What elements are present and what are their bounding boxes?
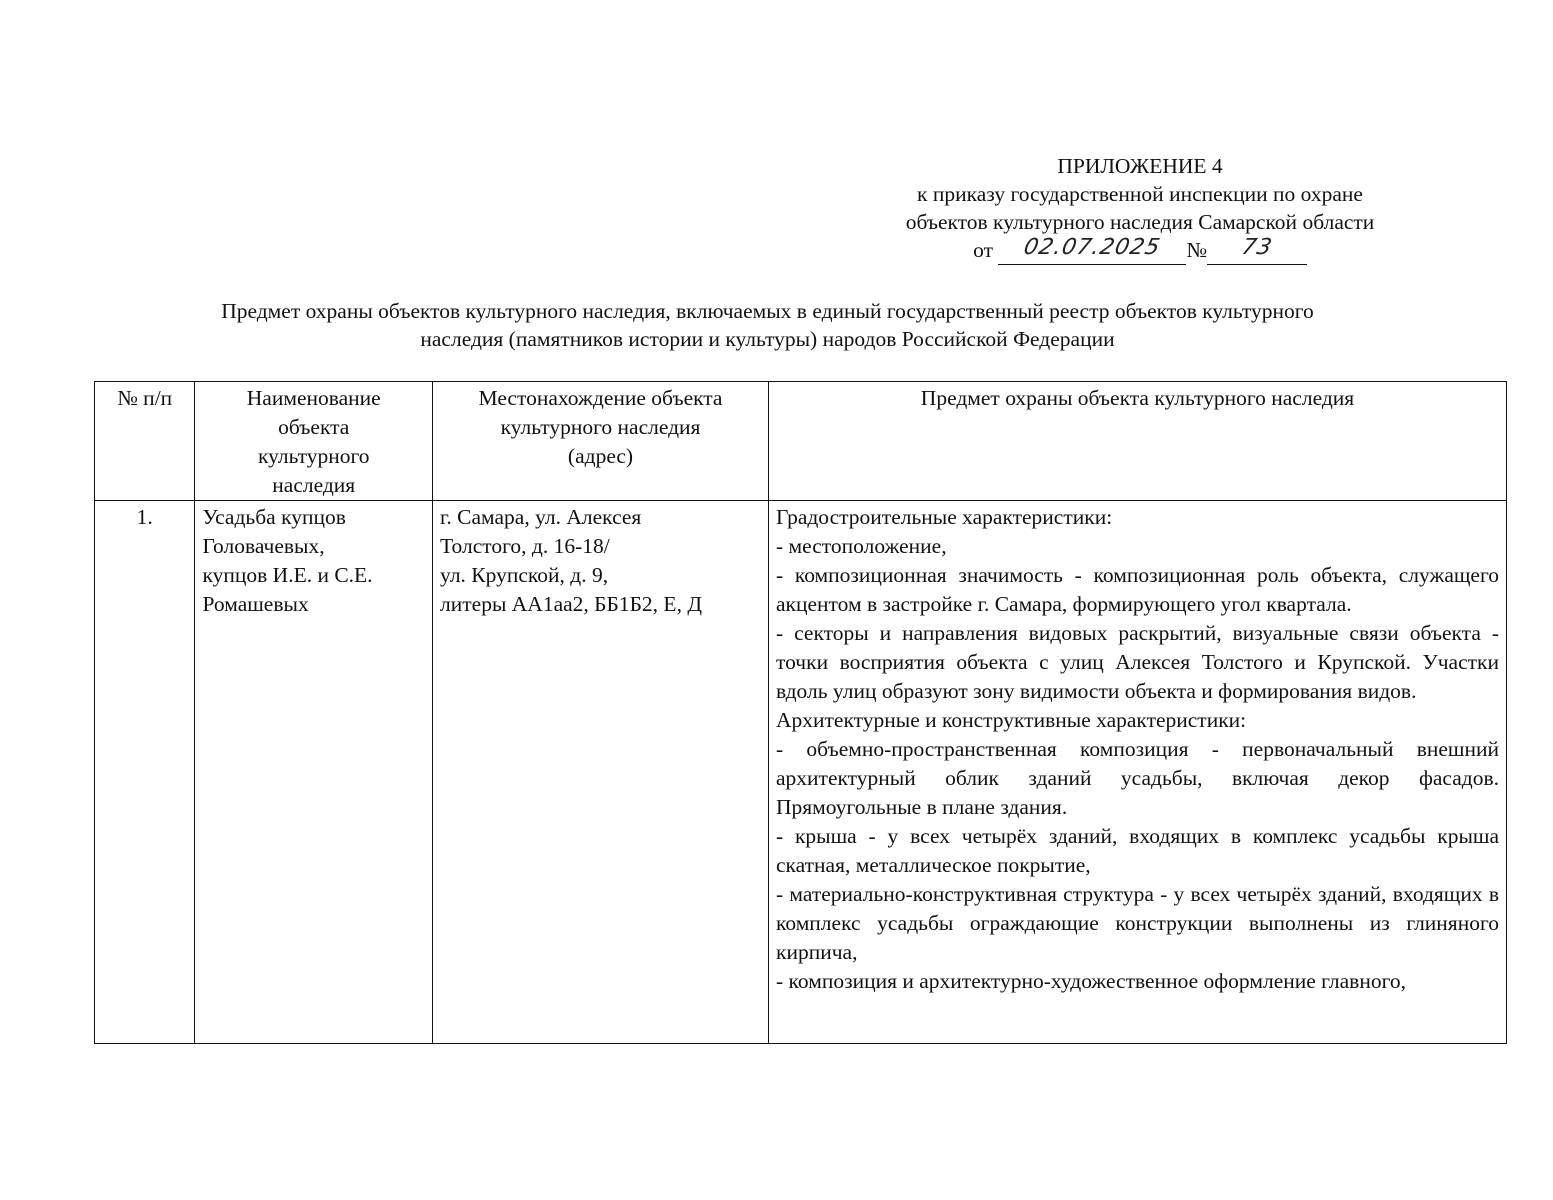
subject-paragraph: - композиция и архитектурно-художественное оформление главного, [776, 969, 1406, 993]
subject-paragraph: - материально-конструктивная структура - у всех четырёх зданий, входящих в комплекс усадьбы ограждающие конструкции выполнены из глиняного кирпича, [776, 882, 1499, 964]
document-title-line-1: Предмет охраны объектов культурного наследия, включаемых в единый государственный реестр объектов культурного [221, 299, 1314, 323]
document-title-line-2: наследия (памятников истории и культуры) народов Российской Федерации [420, 327, 1115, 351]
appendix-title: ПРИЛОЖЕНИЕ 4 [1057, 154, 1223, 178]
heritage-subject-table [94, 381, 1507, 1044]
table-row [95, 501, 1507, 1044]
header-name: Наименование объекта культурного наследия [195, 382, 433, 501]
row-object-name: Усадьба купцов Головачевых, купцов И.Е. и С.Е. Ромашевых [195, 501, 433, 1044]
subject-paragraph: - объемно-пространственная композиция - первоначальный внешний архитектурный облик зданий усадьбы, включая декор фасадов. Прямоугольные в плане здания. [776, 737, 1499, 819]
subject-paragraph: - композиционная значимость - композиционная роль объекта, служащего акцентом в застройке г. Самара, формирующего угол квартала. [776, 563, 1499, 616]
row-num: 1. [95, 501, 195, 1044]
subject-paragraph: - крыша - у всех четырёх зданий, входящих в комплекс усадьбы крыша скатная, металлическое покрытие, [776, 824, 1499, 877]
appendix-line-2: объектов культурного наследия Самарской области [905, 210, 1375, 234]
order-date-handwritten: 02.07.2025 [1021, 235, 1164, 260]
order-number-handwritten: 73 [1239, 235, 1275, 260]
subject-paragraph: Архитектурные и конструктивные характеристики: [776, 708, 1247, 732]
document-title [100, 297, 1435, 353]
number-label: № [1186, 238, 1207, 262]
row-address: г. Самара, ул. Алексея Толстого, д. 16-18/ ул. Крупской, д. 9, литеры АА1аа2, ББ1Б2, Е, Д [433, 501, 769, 1044]
row-protection-subject [769, 501, 1507, 1044]
subject-paragraph: - секторы и направления видовых раскрытий, визуальные связи объекта - точки восприятия объекта с улиц Алексея Толстого и Крупской. Участки вдоль улиц образуют зону видимости объекта и формирования видов. [776, 621, 1499, 703]
appendix-line-1: к приказу государственной инспекции по охране [917, 182, 1363, 206]
order-date-number-line [820, 236, 1460, 265]
order-date-field [998, 235, 1186, 265]
subject-paragraph: Градостроительные характеристики: [776, 505, 1113, 529]
header-address: Местонахождение объекта культурного наследия (адрес) [433, 382, 769, 501]
header-num: № п/п [95, 382, 195, 501]
appendix-header [820, 152, 1460, 265]
table-header-row [95, 382, 1507, 501]
subject-paragraph: - местоположение, [776, 534, 947, 558]
order-number-field [1207, 235, 1307, 265]
from-label: от [973, 238, 993, 262]
header-subject: Предмет охраны объекта культурного наследия [769, 382, 1507, 501]
